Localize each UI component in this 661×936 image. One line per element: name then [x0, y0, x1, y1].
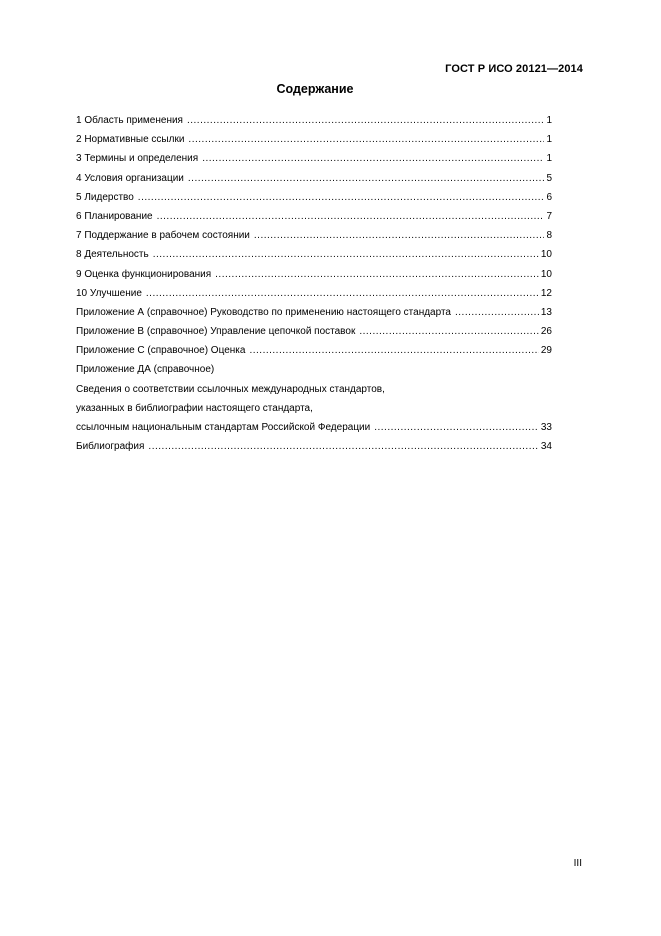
toc-entry-page: 33 — [540, 422, 552, 433]
toc-entry-label: Сведения о соответствии ссылочных международных стандартов, — [76, 383, 385, 395]
toc-entry-label: 9 Оценка функционирования — [76, 268, 212, 280]
toc-entry[interactable] — [76, 418, 552, 437]
toc-entry[interactable] — [76, 111, 552, 130]
toc-entry-label: Приложение ДА (справочное) — [76, 364, 215, 376]
toc-entry-label: 8 Деятельность — [76, 249, 149, 261]
dot-leader — [153, 245, 539, 264]
dot-leader — [188, 169, 545, 188]
toc-entry-label: 1 Область применения — [76, 115, 183, 126]
toc-entry[interactable] — [76, 207, 552, 226]
toc-entry-label: 5 Лидерство — [76, 191, 134, 203]
dot-leader — [157, 207, 545, 226]
toc-entry[interactable] — [76, 322, 552, 341]
toc-entry-label: ссылочным национальным стандартам Российской Федерации — [76, 422, 371, 433]
toc-entry-label: Приложение А (справочное) Руководство по применению настоящего стандарта — [76, 306, 451, 318]
page-title: Содержание — [276, 82, 354, 96]
toc-entry-label: 10 Улучшение — [76, 287, 142, 299]
toc-entry-page: 8 — [546, 230, 552, 242]
toc-entry[interactable] — [76, 341, 552, 360]
toc-entry[interactable] — [76, 149, 552, 168]
toc-entry[interactable] — [76, 169, 552, 188]
dot-leader — [146, 284, 539, 303]
dot-leader — [202, 149, 544, 168]
toc-entry[interactable] — [76, 437, 552, 456]
toc-entry-page: 10 — [540, 249, 552, 261]
table-of-contents — [76, 111, 552, 456]
toc-entry-page: 6 — [546, 191, 552, 203]
standard-code-header: ГОСТ Р ИСО 20121—2014 — [445, 63, 583, 75]
toc-entry-label: 4 Условия организации — [76, 172, 184, 184]
toc-entry-label: 3 Термины и определения — [76, 153, 199, 165]
toc-entry-page: 12 — [540, 287, 552, 299]
toc-entry-page: 26 — [540, 326, 552, 338]
toc-entry[interactable] — [76, 303, 552, 322]
toc-entry[interactable] — [76, 130, 552, 149]
dot-leader — [138, 188, 545, 207]
toc-entry-page: 7 — [546, 210, 552, 222]
toc-entry-label: указанных в библиографии настоящего стандарта, — [76, 402, 313, 414]
dot-leader — [215, 265, 539, 284]
toc-entry[interactable] — [76, 188, 552, 207]
toc-entry-page: 29 — [540, 345, 552, 357]
toc-entry[interactable] — [76, 265, 552, 284]
toc-entry[interactable] — [76, 245, 552, 264]
toc-entry-label: 6 Планирование — [76, 210, 153, 222]
toc-entry-page: 1 — [546, 115, 552, 126]
dot-leader — [254, 226, 545, 245]
toc-entry[interactable] — [76, 399, 552, 418]
dot-leader — [249, 341, 538, 360]
toc-entry[interactable] — [76, 380, 552, 399]
toc-entry[interactable] — [76, 284, 552, 303]
toc-entry-page: 34 — [540, 441, 552, 453]
toc-entry-page: 1 — [546, 134, 552, 146]
toc-entry-label: Приложение С (справочное) Оценка — [76, 345, 246, 357]
toc-entry-label: 2 Нормативные ссылки — [76, 134, 185, 146]
toc-entry[interactable] — [76, 360, 552, 379]
toc-entry-label: Приложение В (справочное) Управление цепочкой поставок — [76, 326, 356, 338]
dot-leader — [148, 437, 538, 456]
toc-entry-page: 1 — [546, 153, 552, 165]
page-number: III — [573, 858, 582, 869]
toc-entry-page: 13 — [540, 306, 552, 318]
toc-entry-page: 5 — [546, 172, 552, 184]
dot-leader — [187, 111, 544, 130]
dot-leader — [359, 322, 539, 341]
dot-leader — [188, 130, 544, 149]
toc-entry-label: Библиография — [76, 441, 145, 453]
toc-entry-label: 7 Поддержание в рабочем состоянии — [76, 230, 250, 242]
toc-entry-page: 10 — [540, 268, 552, 280]
toc-entry[interactable] — [76, 226, 552, 245]
dot-leader — [374, 418, 539, 437]
dot-leader — [455, 303, 539, 322]
